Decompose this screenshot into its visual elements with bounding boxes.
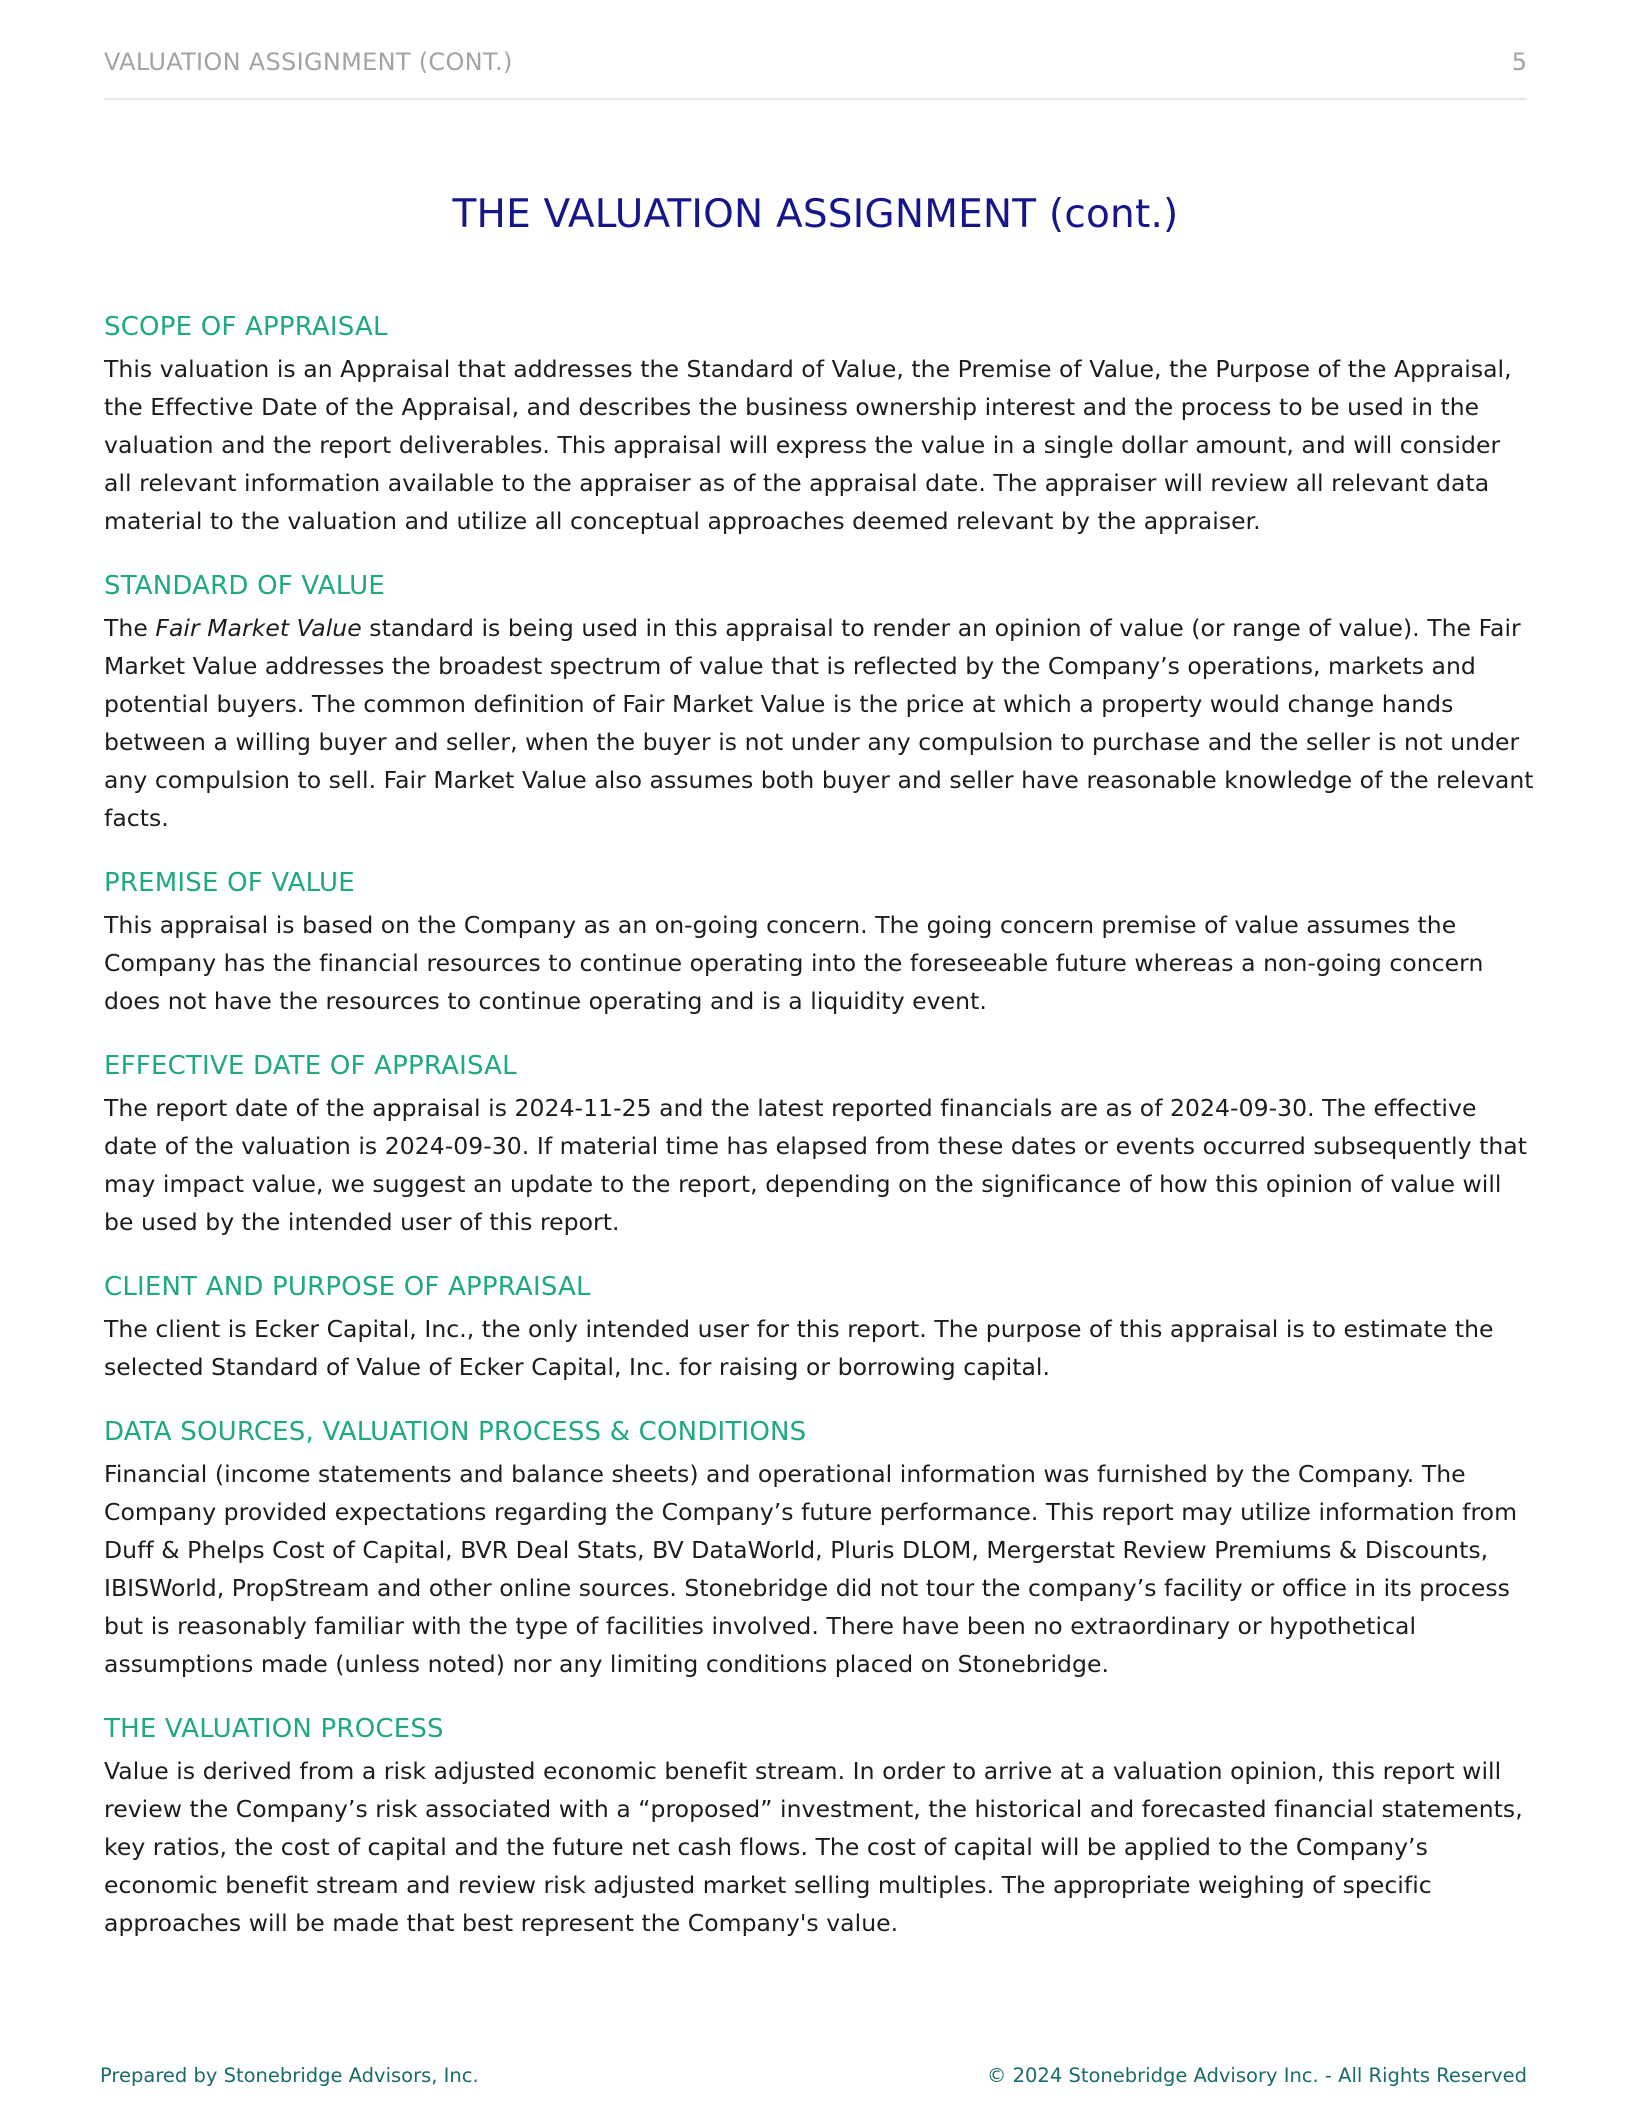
section-body: This appraisal is based on the Company as an on-going concern. The going concern premise of value assumes the Company has the financial resources to continue operating into the foreseeable future whereas a non-going concern does not have the resources to continue operating and is a liquidity event.	[104, 911, 1484, 1015]
section-body: This valuation is an Appraisal that addresses the Standard of Value, the Premise of Value, the Purpose of the Appraisal, the Effective Date of the Appraisal, and describes the business ownership interest and the process to be used in the valuation and the report deliverables. This appraisal will express the value in a single dollar amount, and will consider all relevant information available to the appraiser as of the appraisal date. The appraiser will review all relevant data material to the valuation and utilize all conceptual approaches deemed relevant by the appraiser.	[104, 355, 1512, 535]
section-heading: THE VALUATION PROCESS	[104, 1714, 444, 1744]
section-heading: DATA SOURCES, VALUATION PROCESS & CONDITIONS	[104, 1417, 807, 1447]
section-heading: CLIENT AND PURPOSE OF APPRAISAL	[104, 1272, 591, 1302]
section-body: Value is derived from a risk adjusted economic benefit stream. In order to arrive at a valuation opinion, this report will review the Company’s risk associated with a “proposed” investment, the historical and forecasted financial statements, key ratios, the cost of capital and the future net cash flows. The cost of capital will be applied to the Company’s economic benefit stream and review risk adjusted market selling multiples. The appropriate weighing of specific approaches will be made that best represent the Company's value.	[104, 1757, 1523, 1937]
section-heading: PREMISE OF VALUE	[104, 868, 355, 898]
section-heading: EFFECTIVE DATE OF APPRAISAL	[104, 1051, 517, 1081]
page-number: 5	[1511, 48, 1527, 76]
section-body: Financial (income statements and balance sheets) and operational information was furnished by the Company. The Company provided expectations regarding the Company’s future performance. This report may utilize information from Duff & Phelps Cost of Capital, BVR Deal Stats, BV DataWorld, Pluris DLOM, Mergerstat Review Premiums & Discounts, IBISWorld, PropStream and other online sources. Stonebridge did not tour the company’s facility or office in its process but is reasonably familiar with the type of facilities involved. There have been no extraordinary or hypothetical assumptions made (unless noted) nor any limiting conditions placed on Stonebridge.	[104, 1460, 1518, 1678]
page-title: THE VALUATION ASSIGNMENT (cont.)	[452, 192, 1179, 237]
footer-copyright: © 2024 Stonebridge Advisory Inc. - All Rights Reserved	[986, 2064, 1527, 2087]
section-body: The report date of the appraisal is 2024-11-25 and the latest reported financials are as of 2024-09-30. The effective date of the valuation is 2024-09-30. If material time has elapsed from these dates or events occurred subsequently that may impact value, we suggest an update to the report, depending on the significance of how this opinion of value will be used by the intended user of this report.	[104, 1094, 1527, 1236]
section-premise-of-value	[104, 866, 1534, 1020]
body-suffix: standard is being used in this appraisal to render an opinion of value (or range of value). The Fair Market Value addresses the broadest spectrum of value that is reflected by the Company’s operations, markets and potential buyers. The common definition of Fair Market Value is the price at which a property would change hands between a willing buyer and seller, when the buyer is not under any compulsion to purchase and the seller is not under any compulsion to sell. Fair Market Value also assumes both buyer and seller have reasonable knowledge of the relevant facts.	[104, 614, 1534, 832]
section-scope-of-appraisal	[104, 310, 1534, 540]
section-body: The client is Ecker Capital, Inc., the only intended user for this report. The purpose of this appraisal is to estimate the selected Standard of Value of Ecker Capital, Inc. for raising or borrowing capital.	[104, 1315, 1494, 1381]
section-valuation-process	[104, 1712, 1534, 1942]
section-heading: SCOPE OF APPRAISAL	[104, 312, 388, 342]
document-content	[104, 310, 1534, 1971]
header-title: VALUATION ASSIGNMENT (CONT.)	[104, 48, 513, 76]
footer-prepared-by: Prepared by Stonebridge Advisors, Inc.	[100, 2064, 479, 2087]
section-effective-date	[104, 1049, 1534, 1241]
section-standard-of-value	[104, 569, 1534, 837]
body-prefix: The	[104, 614, 156, 642]
section-heading: STANDARD OF VALUE	[104, 571, 385, 601]
page-header	[104, 46, 1527, 100]
page-footer	[100, 2064, 1527, 2094]
section-client-and-purpose	[104, 1270, 1534, 1386]
section-body	[104, 609, 1534, 837]
section-data-sources	[104, 1415, 1534, 1683]
emphasis-fair-market-value: Fair Market Value	[155, 614, 362, 642]
